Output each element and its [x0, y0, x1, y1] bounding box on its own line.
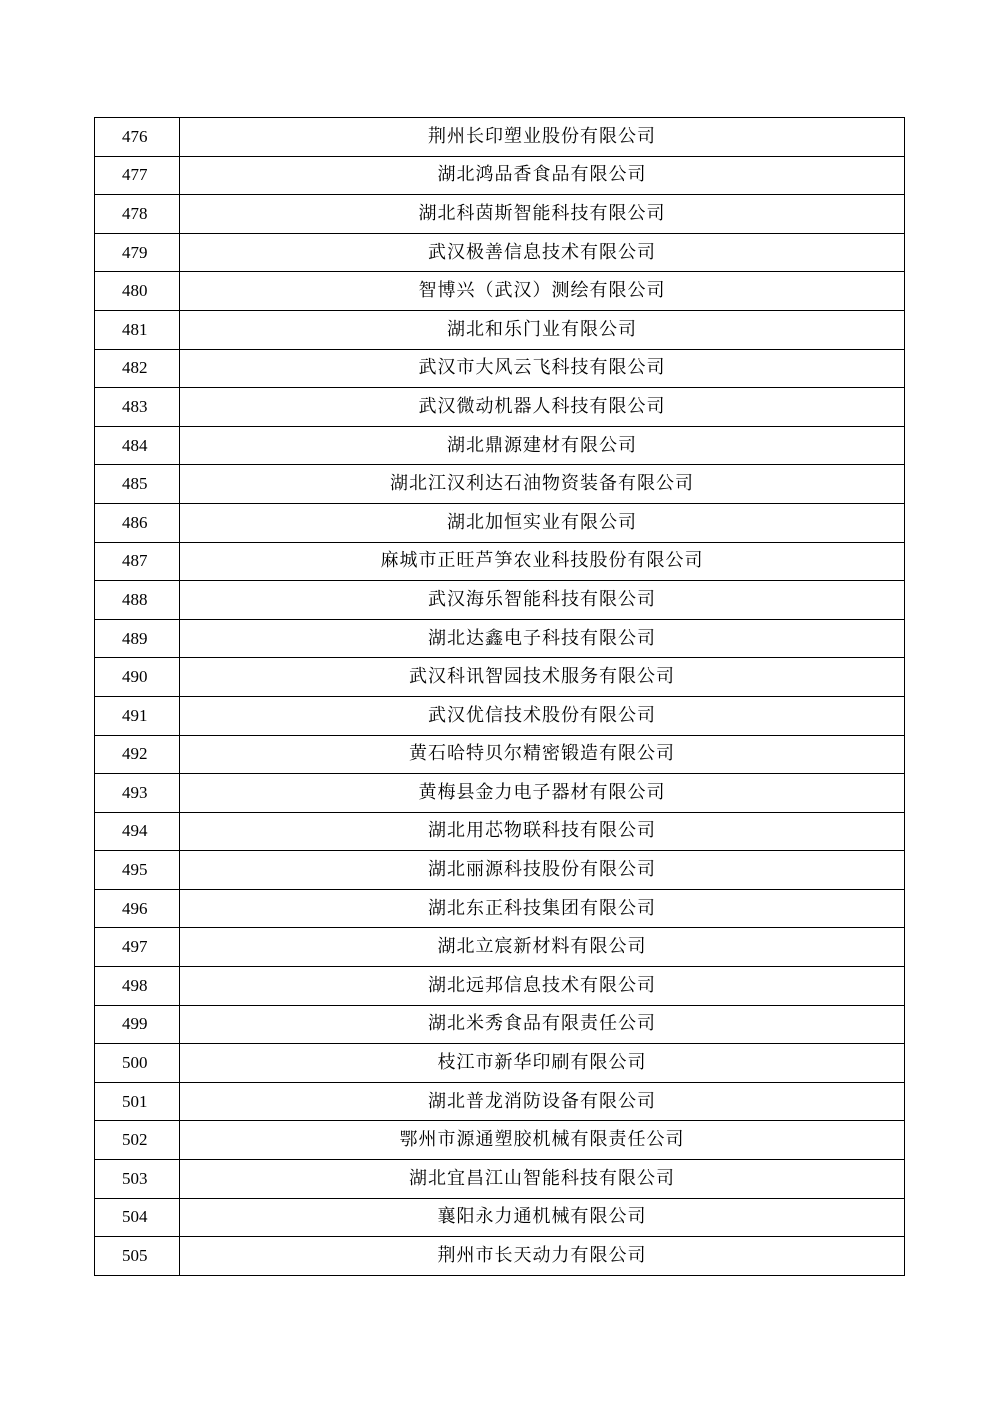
row-number-cell: 484 — [95, 426, 180, 465]
table-row — [95, 619, 905, 658]
row-number-cell: 501 — [95, 1082, 180, 1121]
row-number-cell: 476 — [95, 118, 180, 157]
row-number-cell: 490 — [95, 658, 180, 697]
row-number-cell: 495 — [95, 851, 180, 890]
company-name-cell: 湖北东正科技集团有限公司 — [180, 889, 905, 928]
company-name-cell: 武汉优信技术股份有限公司 — [180, 696, 905, 735]
table-row — [95, 1121, 905, 1160]
table-row — [95, 542, 905, 581]
company-name-cell: 襄阳永力通机械有限公司 — [180, 1198, 905, 1237]
row-number-cell: 479 — [95, 233, 180, 272]
row-number-cell: 477 — [95, 156, 180, 195]
table-row — [95, 118, 905, 157]
table-row — [95, 774, 905, 813]
table-row — [95, 349, 905, 388]
row-number-cell: 491 — [95, 696, 180, 735]
company-name-cell: 武汉极善信息技术有限公司 — [180, 233, 905, 272]
company-name-cell: 湖北鸿品香食品有限公司 — [180, 156, 905, 195]
row-number-cell: 481 — [95, 310, 180, 349]
row-number-cell: 478 — [95, 195, 180, 234]
table-row — [95, 1044, 905, 1083]
company-name-cell: 湖北普龙消防设备有限公司 — [180, 1082, 905, 1121]
table-row — [95, 658, 905, 697]
row-number-cell: 494 — [95, 812, 180, 851]
row-number-cell: 485 — [95, 465, 180, 504]
company-name-cell: 枝江市新华印刷有限公司 — [180, 1044, 905, 1083]
table-row — [95, 1082, 905, 1121]
row-number-cell: 502 — [95, 1121, 180, 1160]
company-name-cell: 智博兴（武汉）测绘有限公司 — [180, 272, 905, 311]
row-number-cell: 497 — [95, 928, 180, 967]
row-number-cell: 503 — [95, 1160, 180, 1199]
row-number-cell: 498 — [95, 967, 180, 1006]
company-name-cell: 武汉科讯智园技术服务有限公司 — [180, 658, 905, 697]
table-body — [95, 118, 905, 1276]
company-name-cell: 湖北达鑫电子科技有限公司 — [180, 619, 905, 658]
row-number-cell: 482 — [95, 349, 180, 388]
table-row — [95, 233, 905, 272]
row-number-cell: 492 — [95, 735, 180, 774]
table-row — [95, 1005, 905, 1044]
company-list-table — [94, 117, 905, 1276]
table-row — [95, 503, 905, 542]
table-row — [95, 195, 905, 234]
company-name-cell: 湖北米秀食品有限责任公司 — [180, 1005, 905, 1044]
row-number-cell: 496 — [95, 889, 180, 928]
company-name-cell: 湖北宜昌江山智能科技有限公司 — [180, 1160, 905, 1199]
company-name-cell: 武汉微动机器人科技有限公司 — [180, 388, 905, 427]
company-name-cell: 荆州市长天动力有限公司 — [180, 1237, 905, 1276]
company-name-cell: 湖北远邦信息技术有限公司 — [180, 967, 905, 1006]
table-row — [95, 889, 905, 928]
row-number-cell: 486 — [95, 503, 180, 542]
row-number-cell: 488 — [95, 581, 180, 620]
table-row — [95, 272, 905, 311]
row-number-cell: 505 — [95, 1237, 180, 1276]
table-row — [95, 812, 905, 851]
table-row — [95, 735, 905, 774]
company-name-cell: 湖北丽源科技股份有限公司 — [180, 851, 905, 890]
row-number-cell: 493 — [95, 774, 180, 813]
row-number-cell: 489 — [95, 619, 180, 658]
company-name-cell: 湖北鼎源建材有限公司 — [180, 426, 905, 465]
table-row — [95, 1198, 905, 1237]
company-name-cell: 鄂州市源通塑胶机械有限责任公司 — [180, 1121, 905, 1160]
table-row — [95, 465, 905, 504]
row-number-cell: 487 — [95, 542, 180, 581]
company-name-cell: 武汉海乐智能科技有限公司 — [180, 581, 905, 620]
company-name-cell: 湖北和乐门业有限公司 — [180, 310, 905, 349]
row-number-cell: 499 — [95, 1005, 180, 1044]
company-name-cell: 荆州长印塑业股份有限公司 — [180, 118, 905, 157]
row-number-cell: 504 — [95, 1198, 180, 1237]
table-row — [95, 928, 905, 967]
company-name-cell: 麻城市正旺芦笋农业科技股份有限公司 — [180, 542, 905, 581]
table-row — [95, 696, 905, 735]
company-name-cell: 湖北江汉利达石油物资装备有限公司 — [180, 465, 905, 504]
company-name-cell: 黄石哈特贝尔精密锻造有限公司 — [180, 735, 905, 774]
row-number-cell: 500 — [95, 1044, 180, 1083]
table-row — [95, 1160, 905, 1199]
table-row — [95, 388, 905, 427]
company-name-cell: 湖北科茵斯智能科技有限公司 — [180, 195, 905, 234]
company-name-cell: 湖北用芯物联科技有限公司 — [180, 812, 905, 851]
table-row — [95, 310, 905, 349]
table-row — [95, 581, 905, 620]
row-number-cell: 480 — [95, 272, 180, 311]
table-row — [95, 156, 905, 195]
company-name-cell: 武汉市大风云飞科技有限公司 — [180, 349, 905, 388]
table-row — [95, 426, 905, 465]
table-row — [95, 1237, 905, 1276]
table-row — [95, 851, 905, 890]
row-number-cell: 483 — [95, 388, 180, 427]
company-name-cell: 湖北加恒实业有限公司 — [180, 503, 905, 542]
company-name-cell: 湖北立宸新材料有限公司 — [180, 928, 905, 967]
company-name-cell: 黄梅县金力电子器材有限公司 — [180, 774, 905, 813]
table-row — [95, 967, 905, 1006]
